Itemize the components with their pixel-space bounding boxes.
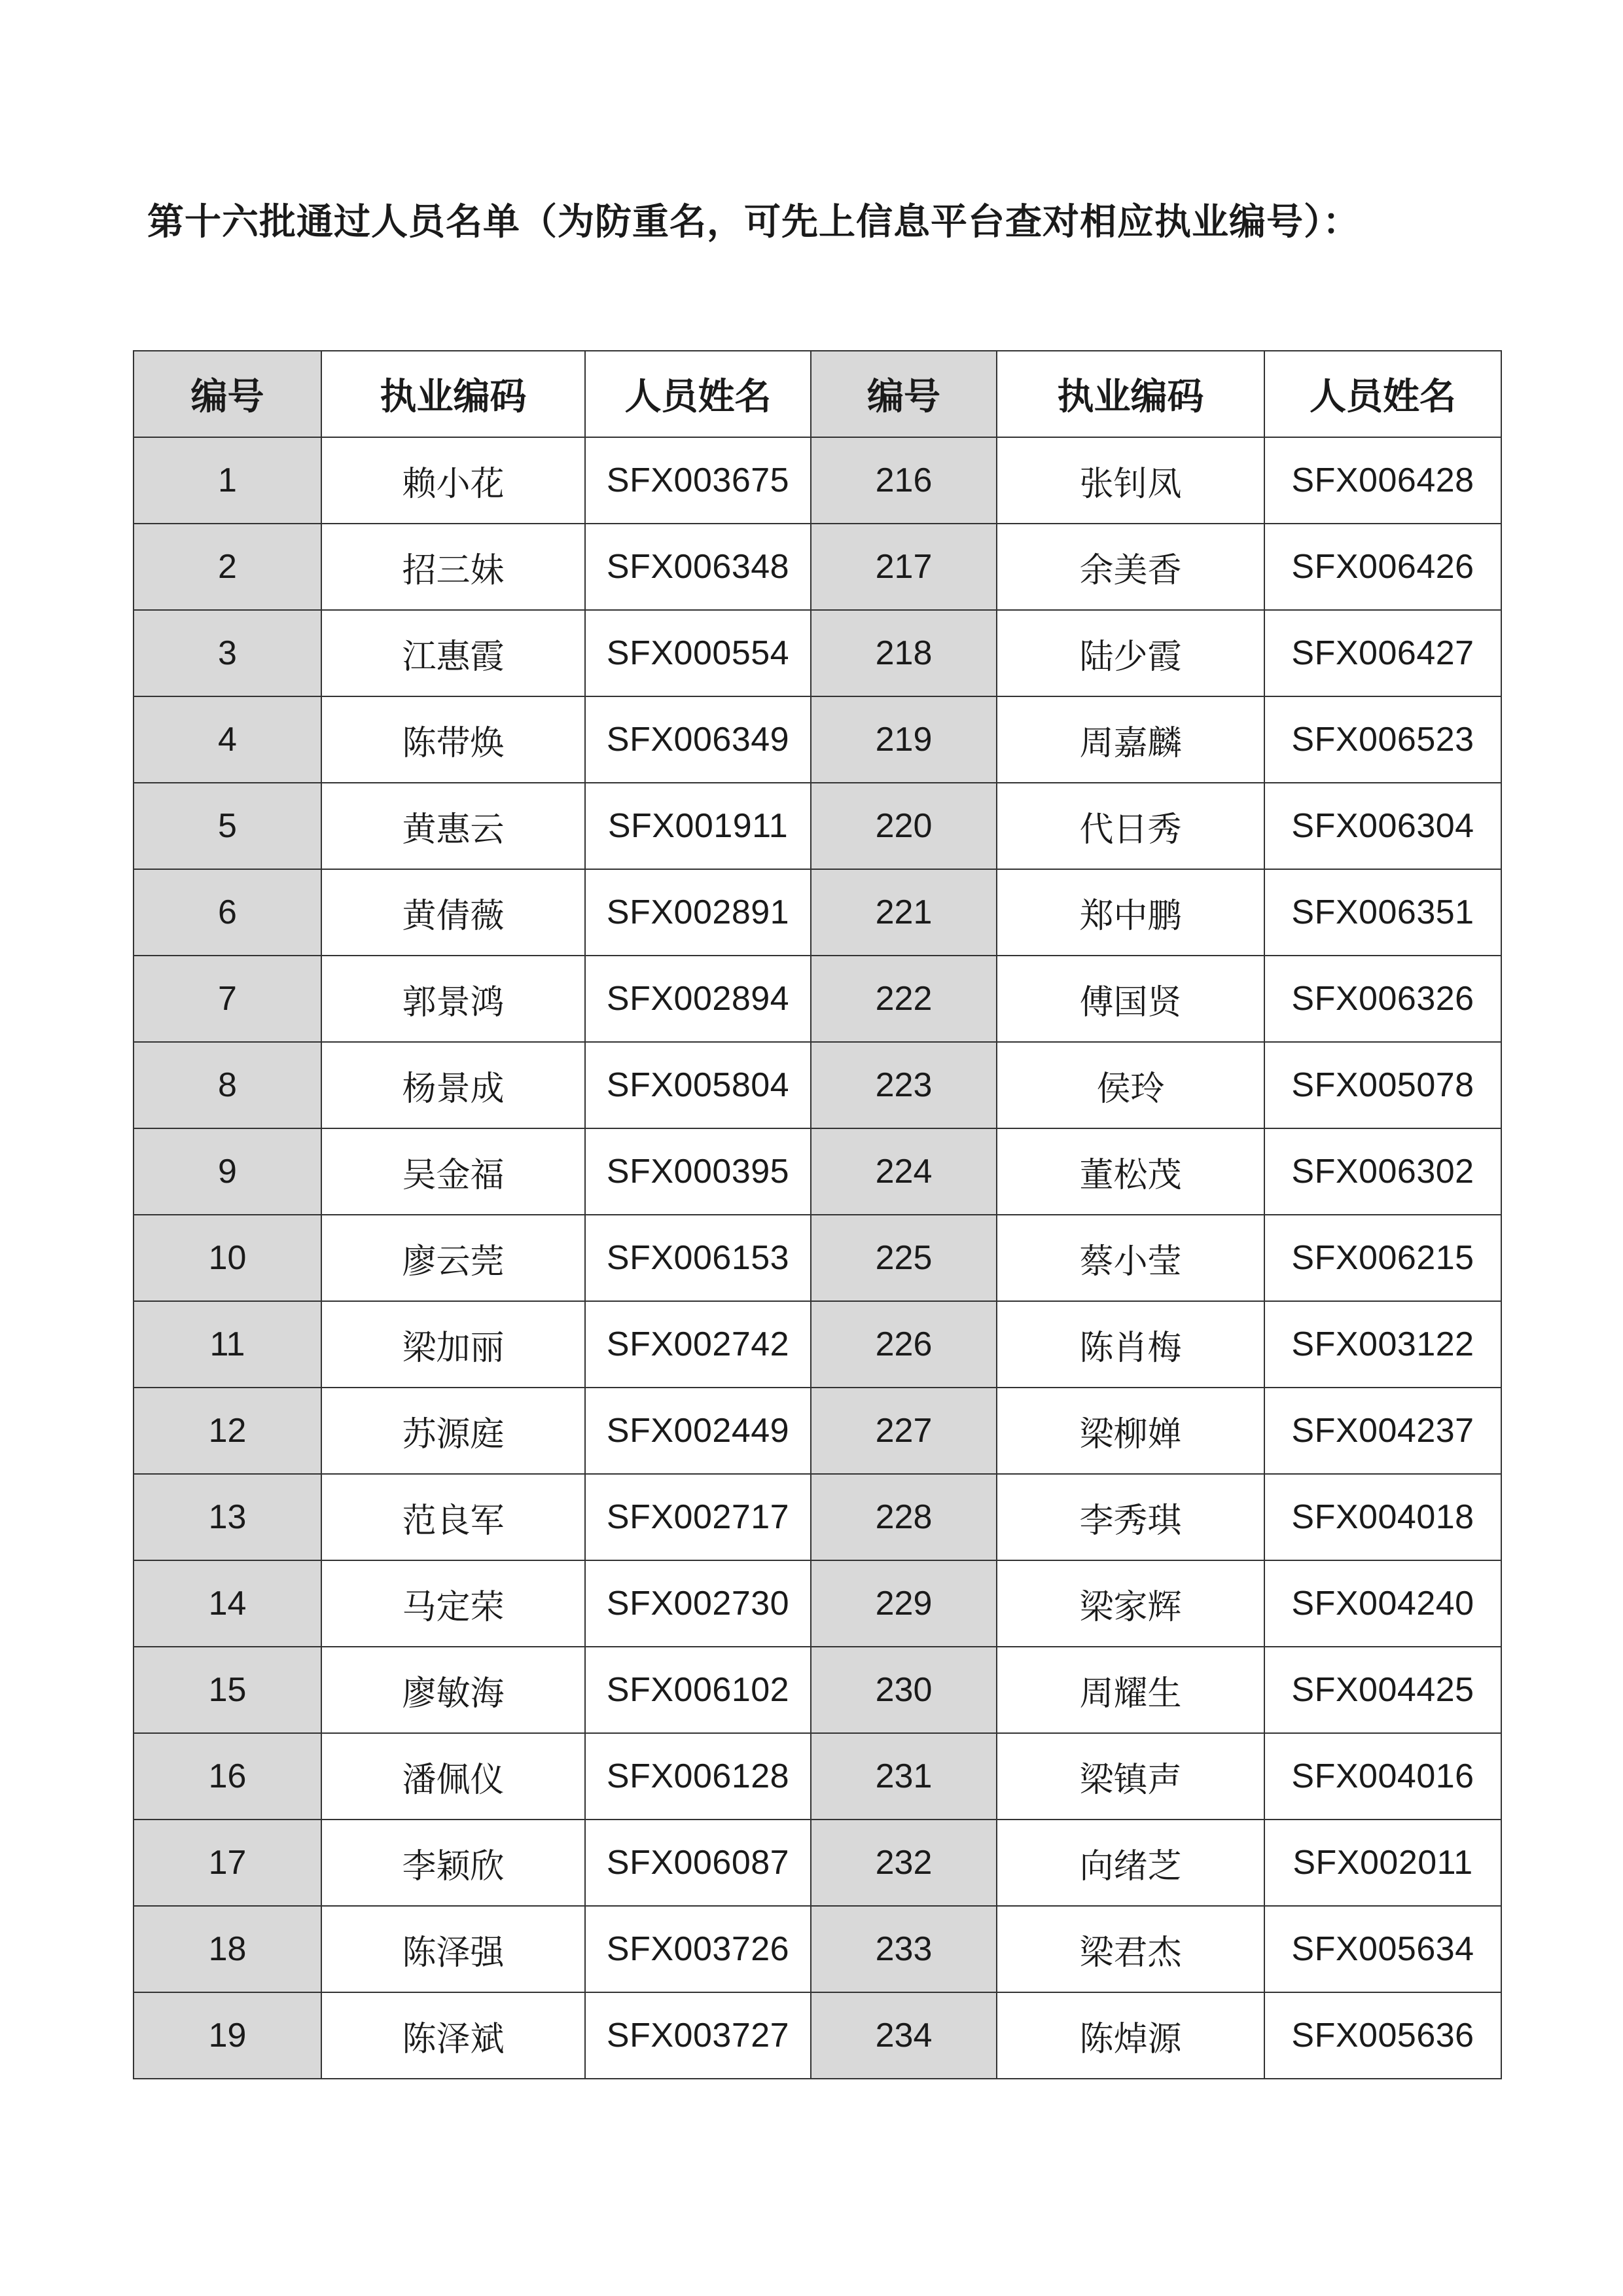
person-name-cell: 梁镇声 xyxy=(997,1733,1264,1820)
license-code-cell: SFX002742 xyxy=(585,1301,811,1388)
person-name-cell: 潘佩仪 xyxy=(321,1733,585,1820)
table-row xyxy=(134,610,1501,696)
row-number-cell: 216 xyxy=(811,437,997,524)
person-name-cell: 傅国贤 xyxy=(997,956,1264,1042)
person-name-cell: 梁柳婵 xyxy=(997,1388,1264,1474)
license-code-cell: SFX006302 xyxy=(1264,1128,1501,1215)
license-code-cell: SFX006304 xyxy=(1264,783,1501,869)
table-row xyxy=(134,1992,1501,2079)
row-number-cell: 224 xyxy=(811,1128,997,1215)
header-license-code: 执业编码 xyxy=(997,351,1264,437)
row-number-cell: 230 xyxy=(811,1647,997,1733)
person-name-cell: 周嘉麟 xyxy=(997,696,1264,783)
license-code-cell: SFX006523 xyxy=(1264,696,1501,783)
person-name-cell: 郭景鸿 xyxy=(321,956,585,1042)
license-code-cell: SFX000395 xyxy=(585,1128,811,1215)
person-name-cell: 黄惠云 xyxy=(321,783,585,869)
row-number-cell: 227 xyxy=(811,1388,997,1474)
person-name-cell: 蔡小莹 xyxy=(997,1215,1264,1301)
license-code-cell: SFX004016 xyxy=(1264,1733,1501,1820)
license-code-cell: SFX006427 xyxy=(1264,610,1501,696)
row-number-cell: 233 xyxy=(811,1906,997,1992)
person-name-cell: 江惠霞 xyxy=(321,610,585,696)
row-number-cell: 218 xyxy=(811,610,997,696)
table-row xyxy=(134,1906,1501,1992)
table-header-row xyxy=(134,351,1501,437)
row-number-cell: 14 xyxy=(134,1560,321,1647)
person-name-cell: 李秀琪 xyxy=(997,1474,1264,1560)
row-number-cell: 225 xyxy=(811,1215,997,1301)
table-row xyxy=(134,1042,1501,1128)
license-code-cell: SFX002717 xyxy=(585,1474,811,1560)
person-name-cell: 陈泽斌 xyxy=(321,1992,585,2079)
license-code-cell: SFX006426 xyxy=(1264,524,1501,610)
roster-table xyxy=(133,350,1502,2079)
license-code-cell: SFX006087 xyxy=(585,1820,811,1906)
row-number-cell: 226 xyxy=(811,1301,997,1388)
table-row xyxy=(134,1301,1501,1388)
row-number-cell: 229 xyxy=(811,1560,997,1647)
row-number-cell: 18 xyxy=(134,1906,321,1992)
person-name-cell: 范良军 xyxy=(321,1474,585,1560)
row-number-cell: 234 xyxy=(811,1992,997,2079)
table-row xyxy=(134,437,1501,524)
license-code-cell: SFX006326 xyxy=(1264,956,1501,1042)
license-code-cell: SFX002894 xyxy=(585,956,811,1042)
table-row xyxy=(134,869,1501,956)
row-number-cell: 6 xyxy=(134,869,321,956)
person-name-cell: 马定荣 xyxy=(321,1560,585,1647)
table-row xyxy=(134,1560,1501,1647)
person-name-cell: 郑中鹏 xyxy=(997,869,1264,956)
person-name-cell: 张钊凤 xyxy=(997,437,1264,524)
header-number: 编号 xyxy=(811,351,997,437)
license-code-cell: SFX006153 xyxy=(585,1215,811,1301)
person-name-cell: 陆少霞 xyxy=(997,610,1264,696)
row-number-cell: 232 xyxy=(811,1820,997,1906)
row-number-cell: 231 xyxy=(811,1733,997,1820)
license-code-cell: SFX003726 xyxy=(585,1906,811,1992)
row-number-cell: 5 xyxy=(134,783,321,869)
table-row xyxy=(134,1128,1501,1215)
person-name-cell: 廖敏海 xyxy=(321,1647,585,1733)
table-row xyxy=(134,696,1501,783)
row-number-cell: 9 xyxy=(134,1128,321,1215)
person-name-cell: 廖云莞 xyxy=(321,1215,585,1301)
license-code-cell: SFX003122 xyxy=(1264,1301,1501,1388)
person-name-cell: 周耀生 xyxy=(997,1647,1264,1733)
table-row xyxy=(134,1733,1501,1820)
person-name-cell: 杨景成 xyxy=(321,1042,585,1128)
row-number-cell: 17 xyxy=(134,1820,321,1906)
person-name-cell: 招三妹 xyxy=(321,524,585,610)
license-code-cell: SFX002011 xyxy=(1264,1820,1501,1906)
license-code-cell: SFX005636 xyxy=(1264,1992,1501,2079)
license-code-cell: SFX006348 xyxy=(585,524,811,610)
license-code-cell: SFX001911 xyxy=(585,783,811,869)
person-name-cell: 侯玲 xyxy=(997,1042,1264,1128)
page-title: 第十六批通过人员名单（为防重名，可先上信息平台查对相应执业编号）： xyxy=(147,201,1360,243)
license-code-cell: SFX002730 xyxy=(585,1560,811,1647)
license-code-cell: SFX000554 xyxy=(585,610,811,696)
row-number-cell: 11 xyxy=(134,1301,321,1388)
row-number-cell: 12 xyxy=(134,1388,321,1474)
row-number-cell: 220 xyxy=(811,783,997,869)
header-number: 编号 xyxy=(134,351,321,437)
license-code-cell: SFX005078 xyxy=(1264,1042,1501,1128)
row-number-cell: 222 xyxy=(811,956,997,1042)
table-row xyxy=(134,956,1501,1042)
table-row xyxy=(134,524,1501,610)
person-name-cell: 梁家辉 xyxy=(997,1560,1264,1647)
person-name-cell: 陈焯源 xyxy=(997,1992,1264,2079)
table-row xyxy=(134,1215,1501,1301)
header-person-name: 人员姓名 xyxy=(585,351,811,437)
row-number-cell: 16 xyxy=(134,1733,321,1820)
person-name-cell: 黄倩薇 xyxy=(321,869,585,956)
license-code-cell: SFX003675 xyxy=(585,437,811,524)
license-code-cell: SFX005634 xyxy=(1264,1906,1501,1992)
row-number-cell: 217 xyxy=(811,524,997,610)
license-code-cell: SFX006351 xyxy=(1264,869,1501,956)
person-name-cell: 陈泽强 xyxy=(321,1906,585,1992)
table-row xyxy=(134,1388,1501,1474)
row-number-cell: 15 xyxy=(134,1647,321,1733)
person-name-cell: 赖小花 xyxy=(321,437,585,524)
person-name-cell: 苏源庭 xyxy=(321,1388,585,1474)
header-person-name: 人员姓名 xyxy=(1264,351,1501,437)
row-number-cell: 228 xyxy=(811,1474,997,1560)
table-row xyxy=(134,783,1501,869)
person-name-cell: 向绪芝 xyxy=(997,1820,1264,1906)
license-code-cell: SFX006428 xyxy=(1264,437,1501,524)
row-number-cell: 223 xyxy=(811,1042,997,1128)
license-code-cell: SFX004425 xyxy=(1264,1647,1501,1733)
license-code-cell: SFX003727 xyxy=(585,1992,811,2079)
table-row xyxy=(134,1647,1501,1733)
license-code-cell: SFX005804 xyxy=(585,1042,811,1128)
person-name-cell: 梁加丽 xyxy=(321,1301,585,1388)
license-code-cell: SFX006349 xyxy=(585,696,811,783)
license-code-cell: SFX002449 xyxy=(585,1388,811,1474)
person-name-cell: 吴金福 xyxy=(321,1128,585,1215)
header-license-code: 执业编码 xyxy=(321,351,585,437)
row-number-cell: 8 xyxy=(134,1042,321,1128)
person-name-cell: 陈带焕 xyxy=(321,696,585,783)
table-row xyxy=(134,1820,1501,1906)
row-number-cell: 7 xyxy=(134,956,321,1042)
row-number-cell: 10 xyxy=(134,1215,321,1301)
row-number-cell: 13 xyxy=(134,1474,321,1560)
row-number-cell: 19 xyxy=(134,1992,321,2079)
row-number-cell: 219 xyxy=(811,696,997,783)
roster-body xyxy=(134,437,1501,2079)
row-number-cell: 221 xyxy=(811,869,997,956)
license-code-cell: SFX004018 xyxy=(1264,1474,1501,1560)
license-code-cell: SFX004237 xyxy=(1264,1388,1501,1474)
table-row xyxy=(134,1474,1501,1560)
person-name-cell: 董松茂 xyxy=(997,1128,1264,1215)
license-code-cell: SFX004240 xyxy=(1264,1560,1501,1647)
person-name-cell: 梁君杰 xyxy=(997,1906,1264,1992)
license-code-cell: SFX006128 xyxy=(585,1733,811,1820)
person-name-cell: 李颖欣 xyxy=(321,1820,585,1906)
person-name-cell: 余美香 xyxy=(997,524,1264,610)
row-number-cell: 1 xyxy=(134,437,321,524)
license-code-cell: SFX006102 xyxy=(585,1647,811,1733)
person-name-cell: 陈肖梅 xyxy=(997,1301,1264,1388)
row-number-cell: 3 xyxy=(134,610,321,696)
row-number-cell: 4 xyxy=(134,696,321,783)
license-code-cell: SFX002891 xyxy=(585,869,811,956)
license-code-cell: SFX006215 xyxy=(1264,1215,1501,1301)
row-number-cell: 2 xyxy=(134,524,321,610)
person-name-cell: 代日秀 xyxy=(997,783,1264,869)
